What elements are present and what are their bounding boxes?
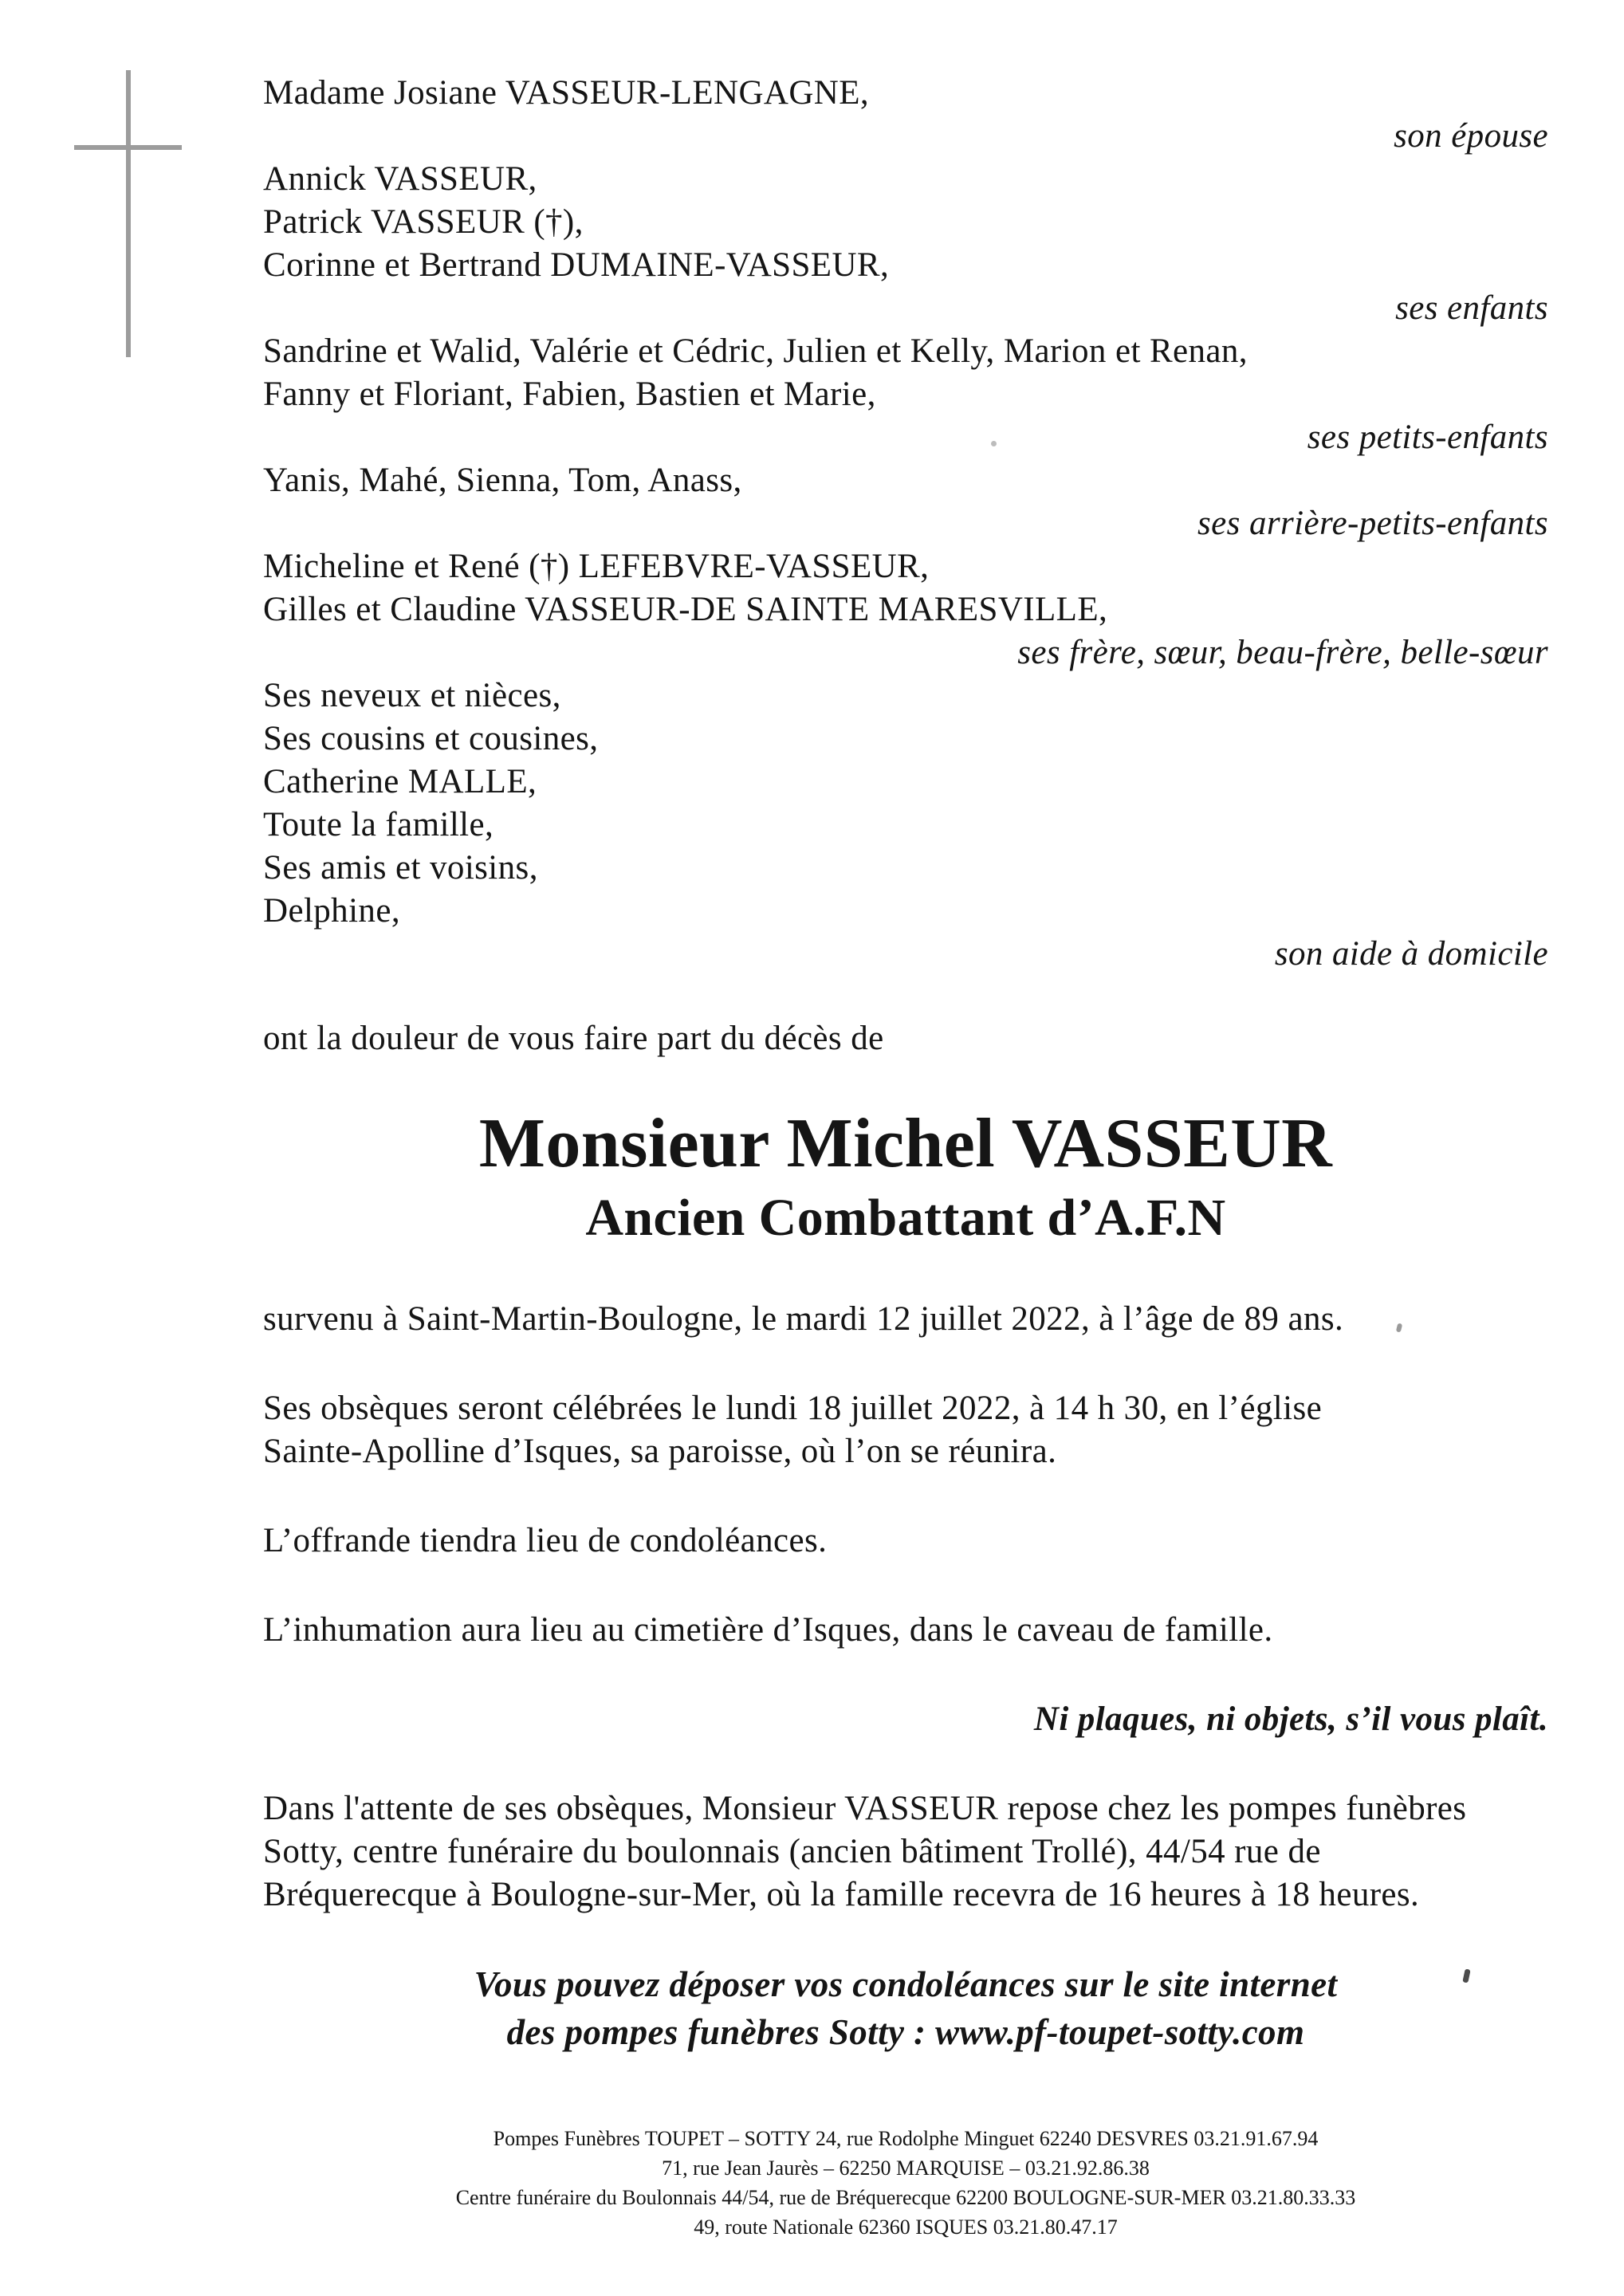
relation-label-siblings: ses frère, sœur, beau-frère, belle-sœur [1017, 634, 1548, 671]
family-name: Ses amis et voisins, [263, 849, 538, 887]
family-name: Gilles et Claudine VASSEUR-DE SAINTE MARESVILLE, [263, 591, 1108, 628]
family-name: Madame Josiane VASSEUR-LENGAGNE, [263, 74, 870, 112]
funeral-paragraph [263, 1387, 1548, 1473]
family-name: Delphine, [263, 892, 400, 930]
family-name: Ses neveux et nièces, [263, 677, 561, 714]
repose-line: Sotty, centre funéraire du boulonnais (ancien bâtiment Trollé), 44/54 rue de [263, 1833, 1321, 1870]
family-name: Ses cousins et cousines, [263, 720, 599, 757]
burial-paragraph [263, 1609, 1548, 1652]
relation-label-grandchildren: ses petits-enfants [1307, 419, 1548, 456]
repose-line: Dans l'attente de ses obsèques, Monsieur VASSEUR repose chez les pompes funèbres [263, 1790, 1467, 1827]
intro-line: ont la douleur de vous faire part du décès de [263, 1020, 884, 1057]
family-name: Annick VASSEUR, [263, 160, 537, 198]
footer-line: 71, rue Jean Jaurès – 62250 MARQUISE – 03.21.92.86.38 [662, 2156, 1150, 2180]
footer-line: Centre funéraire du Boulonnais 44/54, rue de Bréquerecque 62200 BOULOGNE-SUR-MER 03.21.80.33.33 [455, 2186, 1356, 2209]
request-paragraph [263, 1698, 1548, 1741]
family-name: Patrick VASSEUR (†), [263, 203, 584, 241]
family-name: Yanis, Mahé, Sienna, Tom, Anass, [263, 462, 742, 499]
footer-line: Pompes Funèbres TOUPET – SOTTY 24, rue Rodolphe Minguet 62240 DESVRES 03.21.91.67.94 [493, 2127, 1319, 2150]
family-name: Fanny et Floriant, Fabien, Bastien et Marie, [263, 375, 876, 413]
death-paragraph [263, 1298, 1548, 1341]
cross-icon [74, 145, 182, 150]
deceased-name: Monsieur Michel VASSEUR [478, 1105, 1333, 1182]
family-name: Catherine MALLE, [263, 763, 537, 800]
condolences-website-line: des pompes funèbres Sotty : www.pf-toupet-sotty.com [506, 2012, 1305, 2052]
cross-icon [126, 70, 131, 357]
no-plaques-line: Ni plaques, ni objets, s’il vous plaît. [1033, 1700, 1548, 1738]
funeral-line: Sainte-Apolline d’Isques, sa paroisse, où l’on se réunira. [263, 1433, 1057, 1470]
funeral-home-footer [263, 2124, 1548, 2242]
announcement-content [263, 72, 1548, 2242]
family-name: Toute la famille, [263, 806, 494, 843]
offering-line: L’offrande tiendra lieu de condoléances. [263, 1522, 828, 1559]
relation-label-spouse: son épouse [1394, 117, 1548, 155]
deceased-subtitle: Ancien Combattant d’A.F.N [585, 1189, 1226, 1247]
burial-line: L’inhumation aura lieu au cimetière d’Isques, dans le caveau de famille. [263, 1611, 1273, 1649]
repose-paragraph [263, 1787, 1548, 1917]
family-name: Corinne et Bertrand DUMAINE-VASSEUR, [263, 246, 890, 284]
condolences-line: Vous pouvez déposer vos condoléances sur le site internet [474, 1964, 1338, 2004]
footer-line: 49, route Nationale 62360 ISQUES 03.21.80.47.17 [694, 2215, 1118, 2239]
repose-line: Bréquerecque à Boulogne-sur-Mer, où la famille recevra de 16 heures à 18 heures. [263, 1876, 1420, 1913]
online-condolences-paragraph [263, 1960, 1548, 2056]
offering-paragraph [263, 1520, 1548, 1563]
relation-label-home-helper: son aide à domicile [1274, 935, 1548, 973]
funeral-line: Ses obsèques seront célébrées le lundi 18 juillet 2022, à 14 h 30, en l’église [263, 1390, 1323, 1427]
relation-label-great-grandchildren: ses arrière-petits-enfants [1197, 505, 1548, 542]
family-name: Sandrine et Walid, Valérie et Cédric, Julien et Kelly, Marion et Renan, [263, 332, 1248, 370]
relation-label-children: ses enfants [1395, 289, 1548, 327]
family-name: Micheline et René (†) LEFEBVRE-VASSEUR, [263, 548, 930, 585]
death-line: survenu à Saint-Martin-Boulogne, le mardi 12 juillet 2022, à l’âge de 89 ans. [263, 1300, 1344, 1338]
